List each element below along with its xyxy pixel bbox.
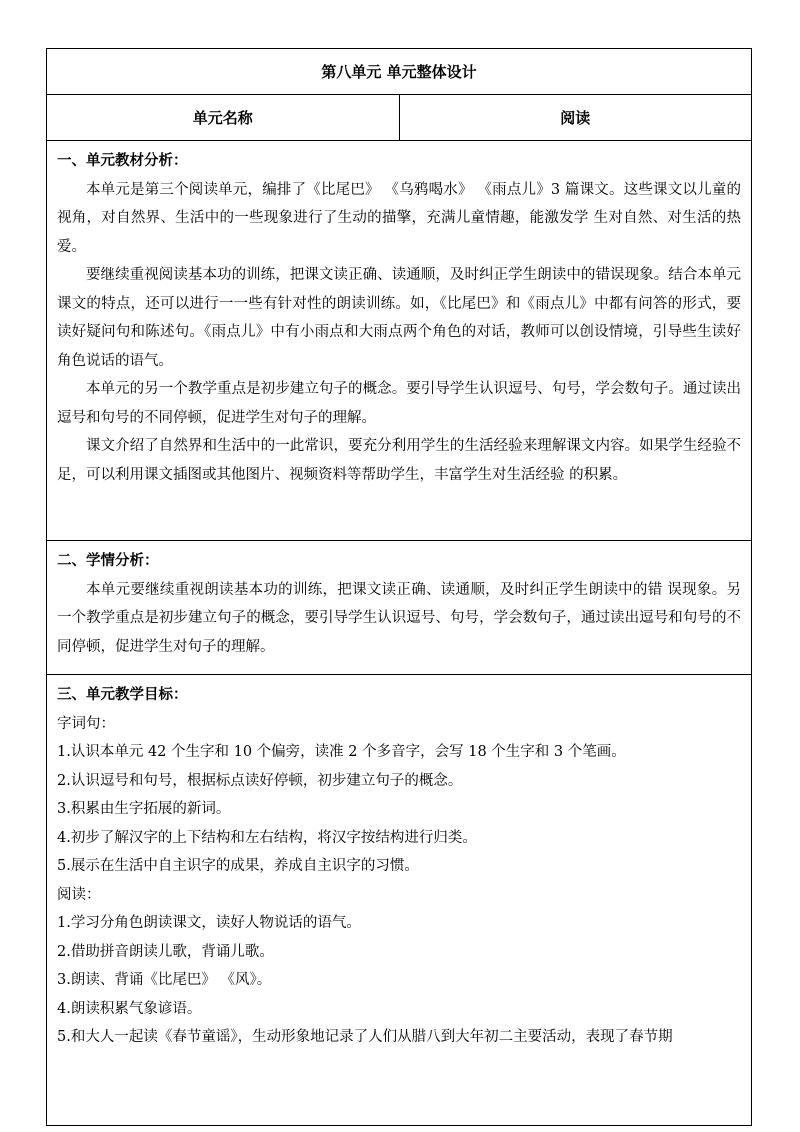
goal-line: 4.朗读积累气象谚语。 [57, 1000, 202, 1017]
section-learner-analysis [47, 541, 751, 675]
paragraph: 课文介绍了自然界和生活中的一此常识，要充分利用学生的生活经验来理解课文内容。如果学生经验不足，可以利用课文插图或其他图片、视频资料等帮助学生，丰富学生对生活经验 的积累。 [57, 438, 741, 483]
paragraph: 本单元的另一个教学重点是初步建立句子的概念。要引导学生认识逗号、句号，学会数句子。通过读出逗号和句号的不同停顿，促进学生对句子的理解。 [57, 381, 741, 426]
section-textbook-analysis [47, 141, 751, 541]
goal-line: 4.初步了解汉字的上下结构和左右结构，将汉字按结构进行归类。 [57, 829, 477, 846]
unit-name-value: 阅读 [399, 95, 752, 140]
unit-name-label: 单元名称 [192, 109, 253, 127]
goal-line: 2.认识逗号和句号，根据标点读好停顿，初步建立句子的概念。 [57, 772, 463, 789]
unit-design-table [46, 48, 752, 1126]
goal-line: 1.学习分角色朗读课文，读好人物说话的语气。 [57, 915, 361, 931]
goal-line: 3.朗读、背诵《比尾巴》 《风》。 [57, 972, 272, 988]
goal-line: 字词句： [57, 715, 115, 732]
document-title: 第八单元 单元整体设计 [47, 49, 751, 95]
goal-line: 5.展示在生活中自主识字的成果，养成自主识字的习惯。 [57, 858, 419, 874]
section-heading: 三、单元教学目标： [57, 687, 188, 703]
paragraph: 本单元是第三个阅读单元，编排了《比尾巴》 《乌鸦喝水》 《雨点儿》3 篇课文。这些课文以儿童的视角，对自然界、生活中的一些现象进行了生动的描擎，充满儿童情趣，能激发学 生对自然、对生活的热爱。 [57, 181, 741, 255]
section-heading: 二、学情分析： [57, 553, 159, 569]
goal-line: 阅读： [57, 886, 101, 903]
paragraph: 要继续重视阅读基本功的训练，把课文读正确、读通顺，及时纠正学生朗读中的错误现象。结合本单元课文的特点，还可以进行一一些有针对性的朗读训练。如，《比尾巴》和《雨点儿》中都有问答的形式，要读好疑问句和陈述句。《雨点儿》中有小雨点和大雨点两个角色的对话，教师可以创设情境，引导些生读好角色说话的语气。 [57, 267, 741, 369]
goal-line: 3.积累由生字拓展的新词。 [57, 801, 231, 817]
goal-line: 1.认识本单元 42 个生字和 10 个偏旁，读准 2 个多音字，会写 18 个生字和 3 个笔画。 [57, 744, 626, 760]
unit-name-row [47, 95, 751, 141]
goal-line: 5.和大人一起读《春节童谣》，生动形象地记录了人们从腊八到大年初二主要活动，表现了春节期 [57, 1029, 673, 1045]
section-heading: 一、单元教材分析： [57, 153, 188, 169]
section-teaching-goals [47, 675, 751, 1125]
paragraph: 本单元要继续重视朗读基本功的训练，把课文读正确、读通顺，及时纠正学生朗读中的错 误现象。另一个教学重点是初步建立句子的概念，要引导学生认识逗号、句号，学会数句子，通过读出逗号和句号的不同停顿，促进学生对句子的理解。 [57, 581, 741, 655]
goal-line: 2.借助拼音朗读儿歌，背诵儿歌。 [57, 943, 274, 960]
